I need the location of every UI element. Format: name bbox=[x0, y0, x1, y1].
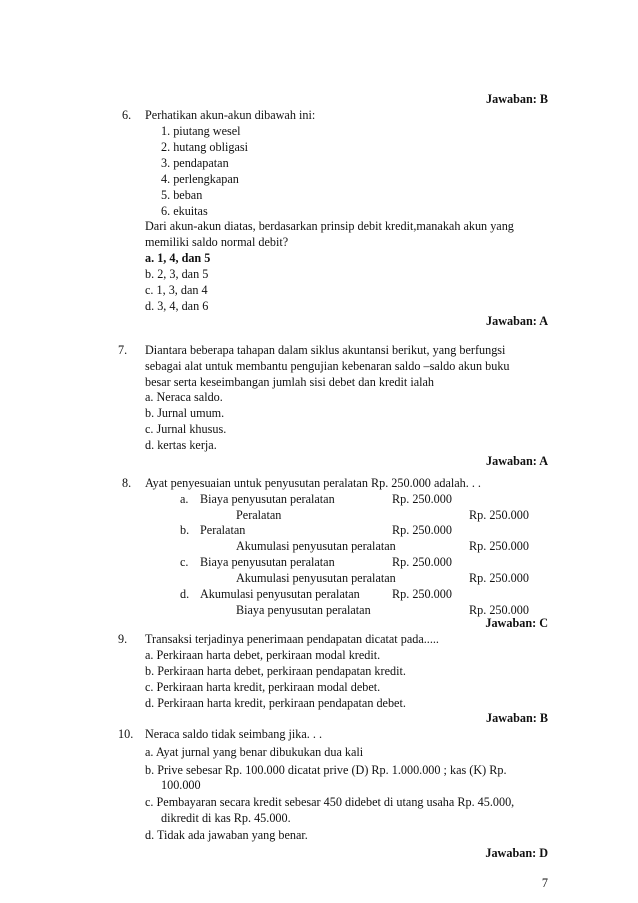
debit-account: Akumulasi penyusutan peralatan bbox=[200, 587, 360, 601]
debit-amount: Rp. 250.000 bbox=[392, 523, 452, 537]
option-d: d. Perkiraan harta kredit, perkiraan pendapatan debet. bbox=[145, 696, 406, 710]
option-c: c. Jurnal khusus. bbox=[145, 422, 227, 436]
question-text: sebagai alat untuk membantu pengujian kebenaran saldo –saldo akun buku bbox=[145, 359, 510, 373]
option-c: c. Pembayaran secara kredit sebesar 450 didebet di utang usaha Rp. 45.000, bbox=[145, 795, 515, 809]
option-b: b. Prive sebesar Rp. 100.000 dicatat prive (D) Rp. 1.000.000 ; kas (K) Rp. bbox=[145, 763, 507, 777]
option-label: d. bbox=[180, 587, 190, 601]
debit-account: Biaya penyusutan peralatan bbox=[200, 492, 335, 506]
debit-amount: Rp. 250.000 bbox=[392, 555, 452, 569]
question-text: Transaksi terjadinya penerimaan pendapatan dicatat pada..... bbox=[145, 632, 439, 646]
debit-account: Biaya penyusutan peralatan bbox=[200, 555, 335, 569]
option-label: a. bbox=[180, 492, 189, 506]
page-number: 7 bbox=[541, 876, 548, 890]
credit-amount: Rp. 250.000 bbox=[469, 539, 529, 553]
credit-amount: Rp. 250.000 bbox=[469, 603, 529, 617]
debit-amount: Rp. 250.000 bbox=[392, 492, 452, 506]
option-label: b. bbox=[180, 523, 190, 537]
option-b: b. Jurnal umum. bbox=[145, 406, 225, 420]
credit-account: Biaya penyusutan peralatan bbox=[236, 603, 371, 617]
question-number: 10. bbox=[118, 727, 134, 741]
answer-8: Jawaban: C bbox=[485, 616, 548, 630]
list-item: 2. hutang obligasi bbox=[161, 140, 248, 154]
question-text: Perhatikan akun-akun dibawah ini: bbox=[145, 108, 316, 122]
option-c-continued: dikredit di kas Rp. 45.000. bbox=[161, 811, 291, 825]
question-number: 9. bbox=[118, 632, 128, 646]
credit-amount: Rp. 250.000 bbox=[469, 508, 529, 522]
option-d: d. Tidak ada jawaban yang benar. bbox=[145, 828, 308, 842]
option-d: d. kertas kerja. bbox=[145, 438, 217, 452]
credit-account: Akumulasi penyusutan peralatan bbox=[236, 571, 396, 585]
option-d: d. 3, 4, dan 6 bbox=[145, 299, 209, 313]
credit-account: Akumulasi penyusutan peralatan bbox=[236, 539, 396, 553]
option-a: a. 1, 4, dan 5 bbox=[145, 251, 211, 265]
option-c: c. 1, 3, dan 4 bbox=[145, 283, 208, 297]
question-number: 6. bbox=[122, 108, 132, 122]
debit-account: Peralatan bbox=[200, 523, 246, 537]
question-text: besar serta keseimbangan jumlah sisi debet dan kredit ialah bbox=[145, 375, 435, 389]
question-number: 8. bbox=[122, 476, 132, 490]
list-item: 4. perlengkapan bbox=[161, 172, 239, 186]
question-prompt: Dari akun-akun diatas, berdasarkan prinsip debit kredit,manakah akun yang bbox=[145, 219, 514, 233]
option-a: a. Neraca saldo. bbox=[145, 390, 223, 404]
option-b: b. 2, 3, dan 5 bbox=[145, 267, 209, 281]
list-item: 6. ekuitas bbox=[161, 204, 208, 218]
debit-amount: Rp. 250.000 bbox=[392, 587, 452, 601]
option-a: a. Perkiraan harta debet, perkiraan modal kredit. bbox=[145, 648, 381, 662]
list-item: 5. beban bbox=[161, 188, 203, 202]
option-b-continued: 100.000 bbox=[161, 778, 201, 792]
question-number: 7. bbox=[118, 343, 128, 357]
question-prompt: memiliki saldo normal debit? bbox=[145, 235, 289, 249]
answer-9: Jawaban: B bbox=[486, 711, 548, 725]
question-text: Diantara beberapa tahapan dalam siklus akuntansi berikut, yang berfungsi bbox=[145, 343, 506, 357]
credit-account: Peralatan bbox=[236, 508, 282, 522]
question-text: Ayat penyesuaian untuk penyusutan peralatan Rp. 250.000 adalah. . . bbox=[145, 476, 481, 490]
answer-7: Jawaban: A bbox=[486, 454, 548, 468]
option-a: a. Ayat jurnal yang benar dibukukan dua kali bbox=[145, 745, 364, 759]
answer-10: Jawaban: D bbox=[485, 846, 548, 860]
option-label: c. bbox=[180, 555, 189, 569]
answer-prev: Jawaban: B bbox=[486, 92, 548, 106]
question-text: Neraca saldo tidak seimbang jika. . . bbox=[145, 727, 322, 741]
option-b: b. Perkiraan harta debet, perkiraan pendapatan kredit. bbox=[145, 664, 406, 678]
credit-amount: Rp. 250.000 bbox=[469, 571, 529, 585]
list-item: 3. pendapatan bbox=[161, 156, 229, 170]
option-c: c. Perkiraan harta kredit, perkiraan modal debet. bbox=[145, 680, 381, 694]
answer-6: Jawaban: A bbox=[486, 314, 548, 328]
list-item: 1. piutang wesel bbox=[161, 124, 241, 138]
